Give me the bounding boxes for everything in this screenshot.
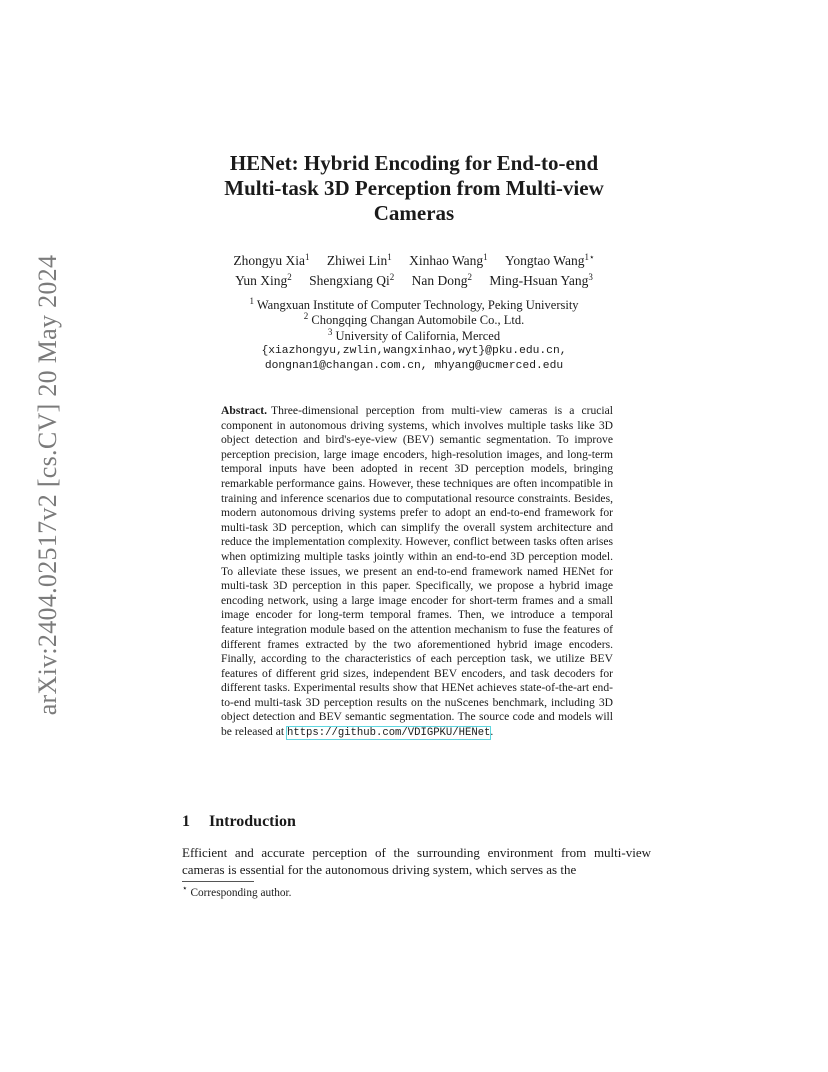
author — [327, 251, 392, 271]
section-title: Introduction — [209, 813, 296, 830]
footnote-rule — [182, 881, 254, 882]
affiliation-mark: 2 — [303, 311, 309, 322]
footnote — [182, 883, 292, 900]
affiliation-text: University of California, Merced — [335, 328, 501, 343]
author-list — [160, 251, 668, 291]
author-row — [160, 251, 668, 271]
author — [233, 251, 309, 271]
section-heading — [182, 813, 296, 831]
arxiv-identifier: arXiv:2404.02517v2 [cs.CV] 20 May 2024 — [33, 254, 62, 716]
author-name: Yongtao Wang — [505, 253, 585, 268]
abstract-end: . — [490, 725, 494, 739]
footnote-mark: ⋆ — [182, 883, 188, 893]
author-affil-mark: 1 — [387, 252, 392, 262]
footnote-text: Corresponding author. — [190, 887, 292, 899]
email-line: dongnan1@changan.com.cn, mhyang@ucmerced.edu — [264, 360, 564, 373]
title-line: Cameras — [373, 201, 455, 225]
author-name: Zhiwei Lin — [326, 253, 388, 268]
author — [409, 251, 488, 271]
email-line: {xiazhongyu,zwlin,wangxinhao,wyt}@pku.edu.cn, — [261, 344, 567, 357]
section-number: 1 — [182, 813, 190, 830]
author-affil-mark: 2 — [467, 272, 472, 282]
author-name: Xinhao Wang — [409, 253, 484, 268]
author — [505, 251, 595, 271]
title-line: Multi-task 3D Perception from Multi-view — [224, 176, 604, 200]
author-affil-mark: 1 — [305, 252, 310, 262]
author-affil-mark: 1⋆ — [584, 252, 595, 262]
author — [309, 271, 394, 291]
author-row — [160, 271, 668, 291]
affiliation-text: Wangxuan Institute of Computer Technology, Peking University — [256, 298, 579, 312]
author-name: Nan Dong — [411, 273, 468, 288]
author-affil-mark: 2 — [287, 272, 292, 282]
author-affil-mark: 1 — [483, 252, 488, 262]
author — [235, 271, 292, 291]
code-link[interactable]: https://github.com/VDIGPKU/HENet — [286, 727, 491, 740]
title-line: HENet: Hybrid Encoding for End-to-end — [229, 151, 599, 175]
abstract — [221, 404, 613, 741]
author-name: Zhongyu Xia — [233, 253, 305, 268]
affiliation-text: Chongqing Changan Automobile Co., Ltd. — [311, 313, 525, 328]
affiliation-mark: 1 — [249, 296, 254, 306]
author-name: Yun Xing — [235, 273, 288, 288]
affiliation — [160, 298, 668, 313]
intro-paragraph: Efficient and accurate perception of the surrounding environment from multi-view cameras is essential for the autonomous driving system, which serves as the — [182, 845, 651, 877]
author-name: Shengxiang Qi — [309, 273, 390, 288]
affiliation — [160, 313, 668, 328]
abstract-text: Three-dimensional perception from multi-view cameras is a crucial component in autonomous driving systems, which involves multiple tasks like 3D object detection and bird's-eye-view (BEV) semantic segmentation. To improve perception precision, large image encoders, high-resolution images, and long-term temporal inputs have been adopted in recent 3D perception models, bringing remarkable performance gains. However, these techniques are often incompatible in training and inference scenarios due to computational resource constraints. Besides, modern autonomous driving systems prefer to adopt an end-to-end framework for multi-task 3D perception, which can simplify the overall system architecture and reduce the implementation complexity. However, conflict between tasks often arises when optimizing multiple tasks jointly within an end-to-end 3D perception model. To alleviate these issues, we present an end-to-end framework named HENet for multi-task 3D perception in this paper. Specifically, we propose a hybrid image encoding network, using a large image encoder for short-term frames and a small image encoder for long-term temporal frames. Then, we introduce a temporal feature integration module based on the attention mechanism to fuse the features of different frames extracted by the two aforementioned hybrid image encoders. Finally, according to the characteristics of each perception task, we utilize BEV features of different grid sizes, independent BEV encoders, and task decoders for different tasks. Experimental results show that HENet achieves state-of-the-art end-to-end multi-task 3D perception results on the nuScenes benchmark, including 3D object detection and BEV semantic segmentation. The source code and models will be released at — [221, 404, 613, 739]
author — [412, 271, 472, 291]
author-affil-mark: 3 — [588, 272, 593, 282]
paper-title — [160, 151, 668, 226]
author-name: Ming-Hsuan Yang — [489, 273, 589, 288]
affiliation-mark: 3 — [327, 326, 333, 337]
author-affil-mark: 2 — [389, 272, 395, 282]
affiliations — [160, 298, 668, 374]
affiliation — [160, 326, 668, 344]
author — [489, 271, 593, 291]
abstract-label: Abstract. — [221, 404, 268, 417]
